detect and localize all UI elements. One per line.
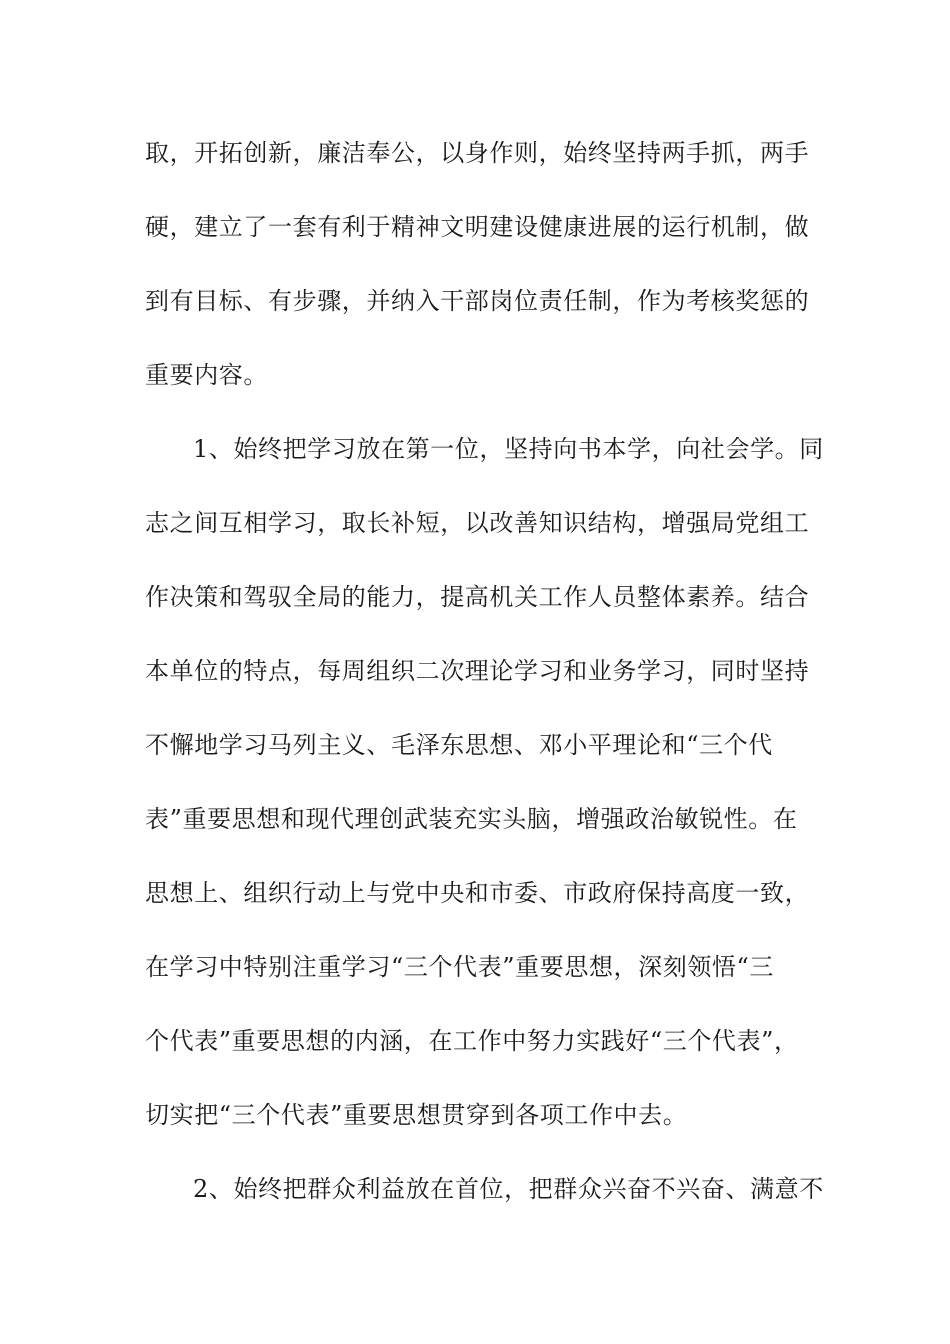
text-line: 到有目标、有步骤，并纳入干部岗位责任制，作为考核奖惩的 [145, 287, 810, 315]
paragraph-2-first-line: 2、始终把群众利益放在首位，把群众兴奋不兴奋、满意不 [193, 1175, 824, 1203]
text-line: 思想上、组织行动上与党中央和市委、市政府保持高度一致， [145, 879, 810, 907]
text-line: 取，开拓创新，廉洁奉公，以身作则，始终坚持两手抓，两手 [145, 139, 810, 167]
text-line: 不懈地学习马列主义、毛泽东思想、邓小平理论和“三个代 [145, 731, 773, 759]
text-line: 重要内容。 [145, 361, 268, 389]
text-line: 切实把“三个代表”重要思想贯穿到各项工作中去。 [145, 1101, 688, 1129]
text-line: 作决策和驾驭全局的能力，提高机关工作人员整体素养。结合 [145, 583, 810, 611]
body-text [145, 126, 824, 1236]
text-line: 在学习中特别注重学习“三个代表”重要思想，深刻领悟“三 [145, 953, 775, 981]
text-line: 硬，建立了一套有利于精神文明建设健康进展的运行机制，做 [145, 213, 810, 241]
text-line: 志之间互相学习，取长补短，以改善知识结构，增强局党组工 [145, 509, 810, 537]
text-line: 个代表”重要思想的内涵，在工作中努力实践好“三个代表”， [145, 1027, 799, 1055]
text-line: 本单位的特点，每周组织二次理论学习和业务学习，同时坚持 [145, 657, 810, 685]
paragraph-1-first-line: 1、始终把学习放在第一位，坚持向书本学，向社会学。同 [193, 435, 824, 463]
text-line: 表”重要思想和现代理创武装充实头脑，增强政治敏锐性。在 [145, 805, 798, 833]
